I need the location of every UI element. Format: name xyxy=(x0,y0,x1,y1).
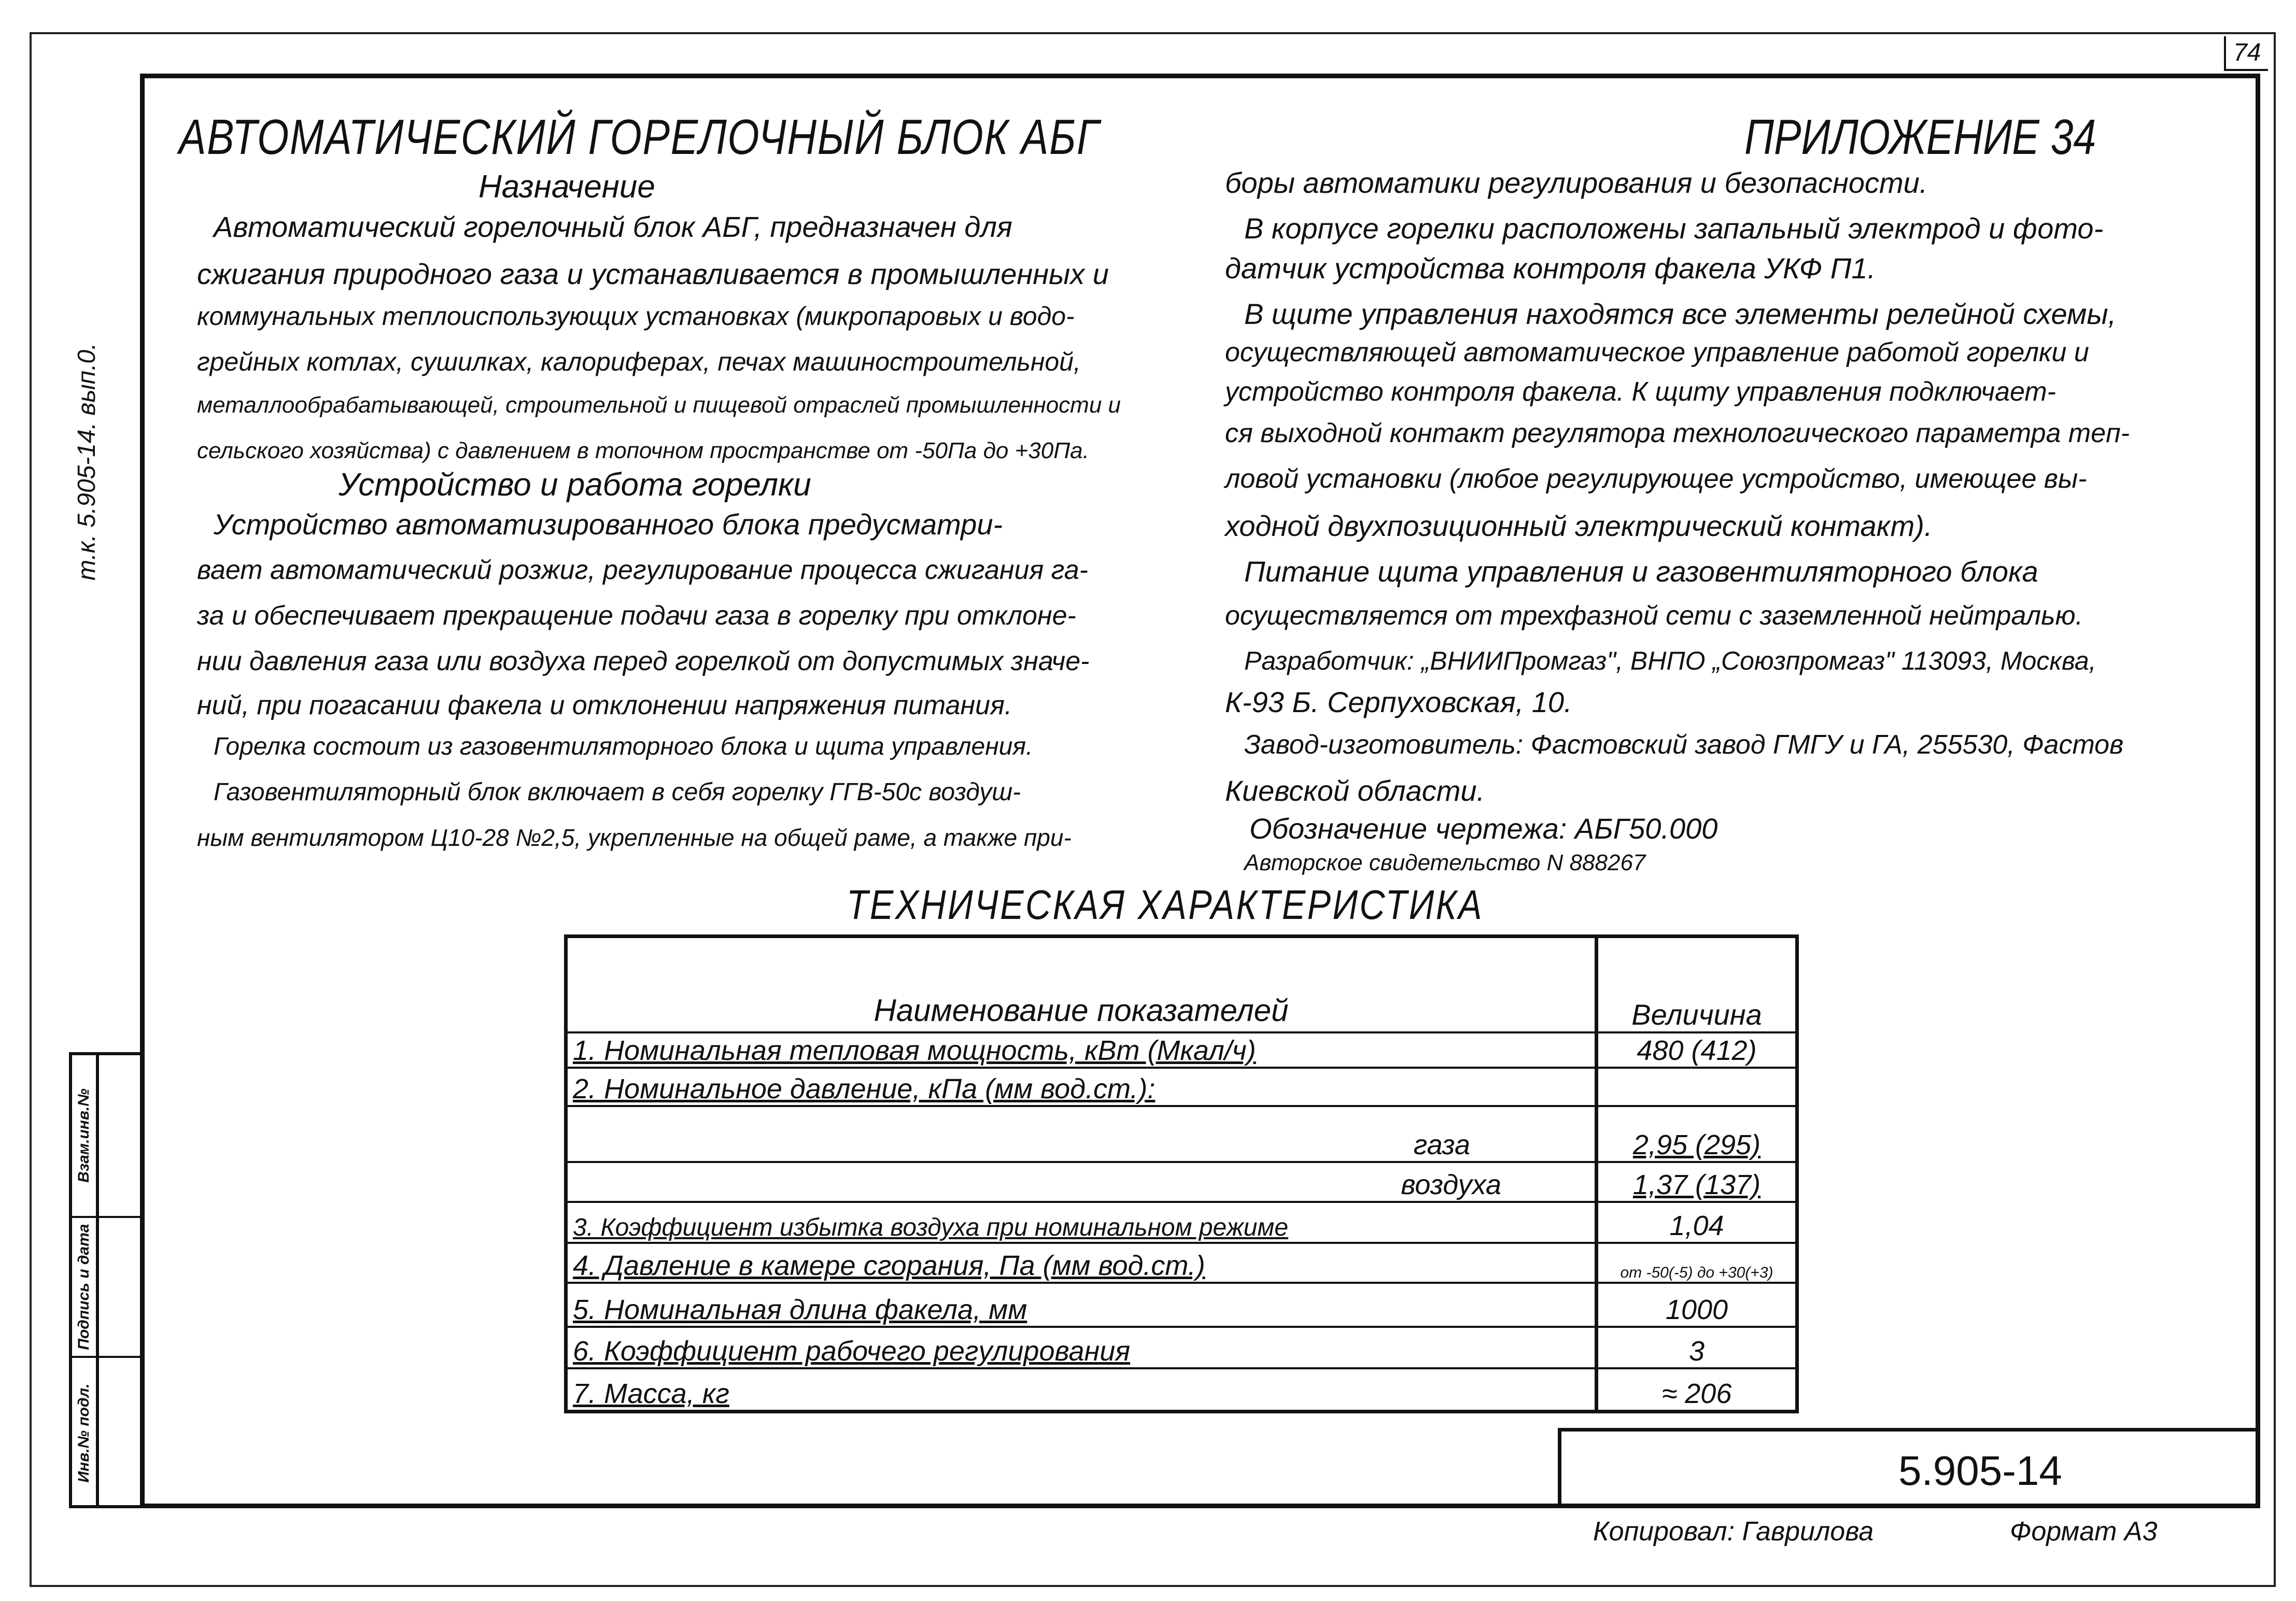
row-value: 1,04 xyxy=(1597,1202,1797,1243)
header-value: Величина xyxy=(1597,937,1797,1032)
text-line: осуществляется от трехфазной сети с заземленной нейтралью. xyxy=(1225,601,2083,631)
text-line: боры автоматики регулирования и безопасности. xyxy=(1225,166,1928,199)
text-line: за и обеспечивает прекращение подачи газа в горелку при отклоне- xyxy=(197,601,1076,631)
row-name: воздуха xyxy=(566,1162,1597,1202)
text-line: вает автоматический розжиг, регулирование процесса сжигания га- xyxy=(197,555,1088,585)
appendix-label: ПРИЛОЖЕНИЕ 34 xyxy=(1744,109,2096,165)
table-row xyxy=(566,1162,1797,1202)
row-name: 2. Номинальное давление, кПа (мм вод.ст.): xyxy=(566,1068,1597,1106)
text-line: сельского хозяйства) с давлением в топочном пространстве от -50Па до +30Па. xyxy=(197,438,1089,463)
row-value: от -50(-5) до +30(+3) xyxy=(1597,1243,1797,1283)
text-line: сжигания природного газа и устанавливается в промышленных и xyxy=(197,258,1109,290)
stamp-label: Инв.№ подл. xyxy=(75,1383,92,1483)
specs-table xyxy=(564,934,1799,1413)
table-row xyxy=(566,1032,1797,1068)
text-line: осуществляющей автоматическое управление работой горелки и xyxy=(1225,337,2089,367)
text-line: Устройство автоматизированного блока предусматри- xyxy=(214,508,1003,541)
paper-format: Формат А3 xyxy=(2010,1517,2158,1547)
table-row xyxy=(566,1202,1797,1243)
document-code: 5.905-14 xyxy=(1898,1448,2062,1494)
text-line: Киевской области. xyxy=(1225,774,1485,807)
row-name: 7. Масса, кг xyxy=(566,1368,1597,1412)
header-name: Наименование показателей xyxy=(566,937,1597,1032)
table-caption: ТЕХНИЧЕСКАЯ ХАРАКТЕРИСТИКА xyxy=(847,882,1484,928)
table-row xyxy=(566,1327,1797,1368)
text-line: Питание щита управления и газовентиляторного блока xyxy=(1244,555,2038,588)
section-heading: Устройство и работа горелки xyxy=(339,467,811,503)
stamp-label: Взам.инв.№ xyxy=(75,1088,92,1183)
text-line: ний, при погасании факела и отклонении напряжения питания. xyxy=(197,690,1012,720)
title-block xyxy=(1558,1428,2260,1508)
text-line: Завод-изготовитель: Фастовский завод ГМГУ и ГА, 255530, Фастов xyxy=(1244,730,2124,760)
side-stamp xyxy=(69,1052,140,1508)
text-line: ным вентилятором Ц10-28 №2,5, укрепленные на общей раме, а также при- xyxy=(197,824,1072,851)
text-line: К-93 Б. Серпуховская, 10. xyxy=(1225,686,1572,718)
text-line: металлообрабатывающей, строительной и пищевой отраслей промышленности и xyxy=(197,392,1121,418)
row-name: 4. Давление в камере сгорания, Па (мм вод.ст.) xyxy=(566,1243,1597,1283)
table-row xyxy=(566,1106,1797,1162)
row-name: 5. Номинальная длина факела, мм xyxy=(566,1283,1597,1327)
row-value: 1000 xyxy=(1597,1283,1797,1327)
row-value: 2,95 (295) xyxy=(1597,1106,1797,1162)
page-number: 74 xyxy=(2224,36,2268,71)
text-line: Обозначение чертежа: АБГ50.000 xyxy=(1249,812,1718,845)
section-heading: Назначение xyxy=(478,169,655,205)
text-line: ся выходной контакт регулятора технологического параметра теп- xyxy=(1225,418,2130,448)
text-line: ловой установки (любое регулирующее устройство, имеющее вы- xyxy=(1225,464,2087,494)
text-line: Разработчик: „ВНИИПромгаз", ВНПО „Союзпромгаз" 113093, Москва, xyxy=(1244,646,2096,675)
text-line: нии давления газа или воздуха перед горелкой от допустимых значе- xyxy=(197,646,1090,676)
table-row xyxy=(566,1368,1797,1412)
row-value: 3 xyxy=(1597,1327,1797,1368)
text-line: В щите управления находятся все элементы релейной схемы, xyxy=(1244,297,2117,330)
side-note: т.к. 5.905-14. вып.0. xyxy=(73,343,101,580)
row-value xyxy=(1597,1068,1797,1106)
copied-by: Копировал: Гаврилова xyxy=(1593,1517,1874,1547)
row-name: 3. Коэффициент избытка воздуха при номинальном режиме xyxy=(566,1202,1597,1243)
table-row xyxy=(566,1243,1797,1283)
row-value: ≈ 206 xyxy=(1597,1368,1797,1412)
text-line: Автоматический горелочный блок АБГ, предназначен для xyxy=(214,210,1012,243)
stamp-label: Подпись и дата xyxy=(75,1224,92,1350)
document-title: АВТОМАТИЧЕСКИЙ ГОРЕЛОЧНЫЙ БЛОК АБГ xyxy=(179,109,1100,165)
text-line: грейных котлах, сушилках, калориферах, печах машиностроительной, xyxy=(197,347,1081,376)
text-line: Авторское свидетельство N 888267 xyxy=(1244,850,1646,875)
text-line: коммунальных теплоиспользующих установках (микропаровых и водо- xyxy=(197,302,1075,331)
text-line: Газовентиляторный блок включает в себя горелку ГГВ-50с воздуш- xyxy=(214,778,1021,806)
text-line: ходной двухпозиционный электрический контакт). xyxy=(1225,509,1933,542)
text-line: Горелка состоит из газовентиляторного блока и щита управления. xyxy=(214,733,1033,760)
row-value: 1,37 (137) xyxy=(1597,1162,1797,1202)
row-name: 6. Коэффициент рабочего регулирования xyxy=(566,1327,1597,1368)
text-line: датчик устройства контроля факела УКФ П1. xyxy=(1225,252,1876,285)
text-line: устройство контроля факела. К щиту управления подключает- xyxy=(1225,377,2056,407)
table-row xyxy=(566,1068,1797,1106)
text-line: В корпусе горелки расположены запальный электрод и фото- xyxy=(1244,212,2104,245)
table-header-row xyxy=(566,937,1797,1032)
row-value: 480 (412) xyxy=(1597,1032,1797,1068)
row-name: 1. Номинальная тепловая мощность, кВт (Мкал/ч) xyxy=(566,1032,1597,1068)
row-name: газа xyxy=(566,1106,1597,1162)
table-row xyxy=(566,1283,1797,1327)
